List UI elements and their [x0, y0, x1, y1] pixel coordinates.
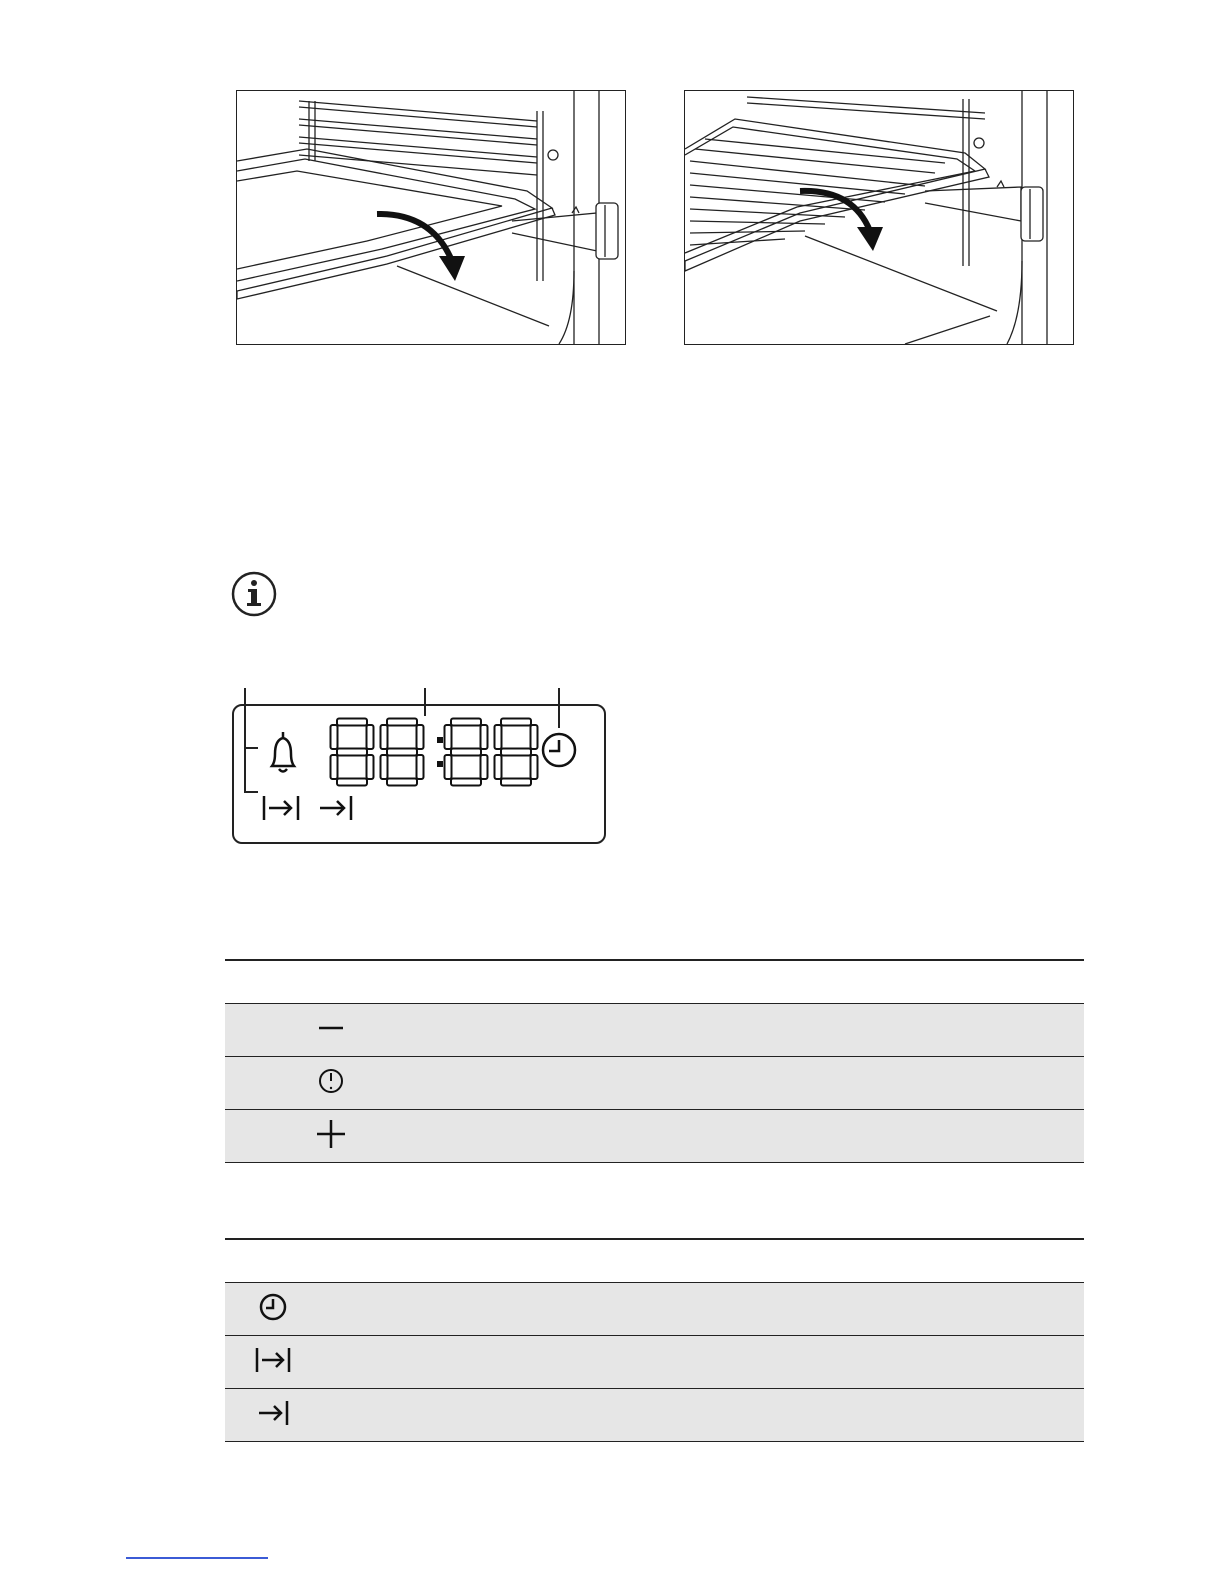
rack-insertion-figure: [684, 90, 1074, 345]
digit-segment: [445, 755, 452, 779]
digit-segment: [337, 749, 367, 756]
digit-segment: [417, 725, 424, 749]
digit-segment: [417, 755, 424, 779]
digit-segment: [501, 719, 531, 726]
table-header-row: [225, 960, 1084, 1004]
digit-segment: [381, 725, 388, 749]
rack-insert-illustration: [685, 91, 1073, 344]
digit-segment: [451, 749, 481, 756]
digit-segment: [495, 755, 502, 779]
clock-button-icon: [311, 1061, 351, 1101]
digit-segment: [481, 755, 488, 779]
digit-segment: [445, 725, 452, 749]
end-indicator-icon: [253, 1393, 293, 1433]
timer-display: [228, 688, 612, 852]
table-row: [225, 1389, 1084, 1442]
footer-rule: [126, 1557, 268, 1559]
table-row: [225, 1057, 1084, 1110]
digit-display: [228, 688, 612, 852]
digit-segment: [495, 725, 502, 749]
digit-segment: [481, 725, 488, 749]
table-header-row: [225, 1239, 1084, 1283]
digit-segment: [387, 719, 417, 726]
table-row: [225, 1110, 1084, 1163]
indicators-table: [225, 1238, 1084, 1442]
digit-segment: [501, 749, 531, 756]
buttons-table: [225, 959, 1084, 1163]
digit-segment: [501, 779, 531, 786]
digit-segment: [367, 755, 374, 779]
tray-insertion-figure: [236, 90, 626, 345]
clock-indicator-icon: [253, 1287, 293, 1327]
digit-segment: [451, 719, 481, 726]
digit-segment: [387, 749, 417, 756]
digit-segment: [367, 725, 374, 749]
digit-segment: [337, 719, 367, 726]
digit-segment: [381, 755, 388, 779]
table-row: [225, 1004, 1084, 1057]
tray-insert-illustration: [237, 91, 625, 344]
duration-indicator-icon: [253, 1340, 293, 1380]
plus-icon: [311, 1114, 351, 1154]
colon-dot: [437, 761, 443, 767]
digit-segment: [337, 779, 367, 786]
digit-segment: [331, 755, 338, 779]
digit-segment: [331, 725, 338, 749]
digit-segment: [387, 779, 417, 786]
table-row: [225, 1336, 1084, 1389]
minus-icon: [311, 1008, 351, 1048]
digit-segment: [531, 725, 538, 749]
digit-segment: [451, 779, 481, 786]
colon-dot: [437, 737, 443, 743]
digit-segment: [531, 755, 538, 779]
table-row: [225, 1283, 1084, 1336]
info-icon: [230, 570, 278, 618]
